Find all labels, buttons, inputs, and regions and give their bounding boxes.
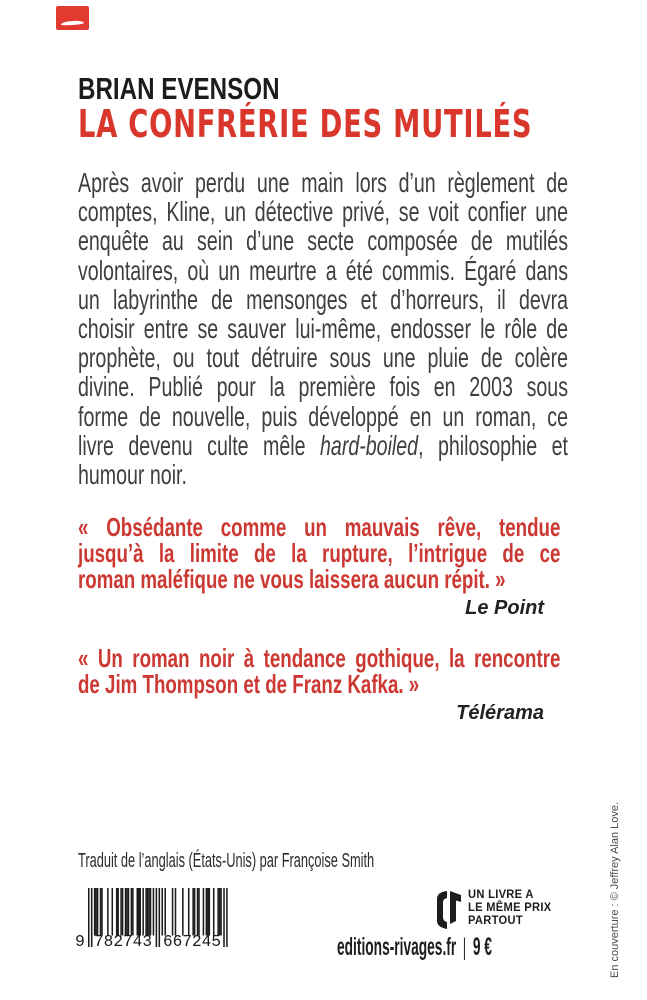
quote-source-telerama: Télérama bbox=[456, 702, 544, 724]
publisher-logo-mark bbox=[56, 6, 89, 30]
cover-credit: En couverture : © Jeffrey Alan Love. bbox=[609, 801, 621, 978]
translation-note: Traduit de l’anglais (États-Unis) par Françoise Smith bbox=[78, 850, 375, 872]
book-title: LA CONFRÉRIE DES MUTILÉS bbox=[78, 102, 533, 146]
wave-icon bbox=[61, 20, 84, 26]
open-book-icon bbox=[432, 888, 462, 930]
press-quote-telerama: « Un roman noir à tendance gothique, la rencontre de Jim Thompson et de Franz Kafka. » bbox=[78, 643, 561, 699]
author-name: BRIAN EVENSON bbox=[78, 71, 280, 106]
price-parity-slogan: UN LIVRE A LE MÊME PRIX PARTOUT bbox=[468, 889, 552, 928]
publisher-website: editions-rivages.fr bbox=[337, 933, 457, 961]
ean-barcode bbox=[74, 888, 229, 949]
price: 9 € bbox=[472, 933, 492, 961]
synopsis-paragraph: Après avoir perdu une main lors d’un règlement de comptes, Kline, un détective privé, se voit confier une enquête au sein d’une secte composée de mutilés volontaires, où un meurtre a été commis. Égaré dans un labyrinthe de mensonges et d’horreurs, il devra choisir entre se sauver lui-même, endosser le rôle de prophète, ou tout détruire sous une pluie de colère divine. Publié pour la première fois en 2003 sous forme de nouvelle, puis développé en un roman, ce livre devenu culte mêle hard-boiled, philosophie et humour noir. bbox=[78, 167, 568, 491]
svg-text:667245: 667245 bbox=[163, 932, 221, 949]
website-price-line bbox=[337, 933, 492, 962]
svg-text:9: 9 bbox=[75, 932, 85, 949]
quote-source-le-point: Le Point bbox=[465, 597, 544, 619]
separator-bar: | bbox=[462, 934, 467, 961]
svg-text:782743: 782743 bbox=[94, 932, 152, 949]
press-quote-le-point: « Obsédante comme un mauvais rêve, tendue jusqu’à la limite de la rupture, l’intrigue de ce roman maléfique ne vous laissera aucun répit. » bbox=[78, 512, 561, 594]
